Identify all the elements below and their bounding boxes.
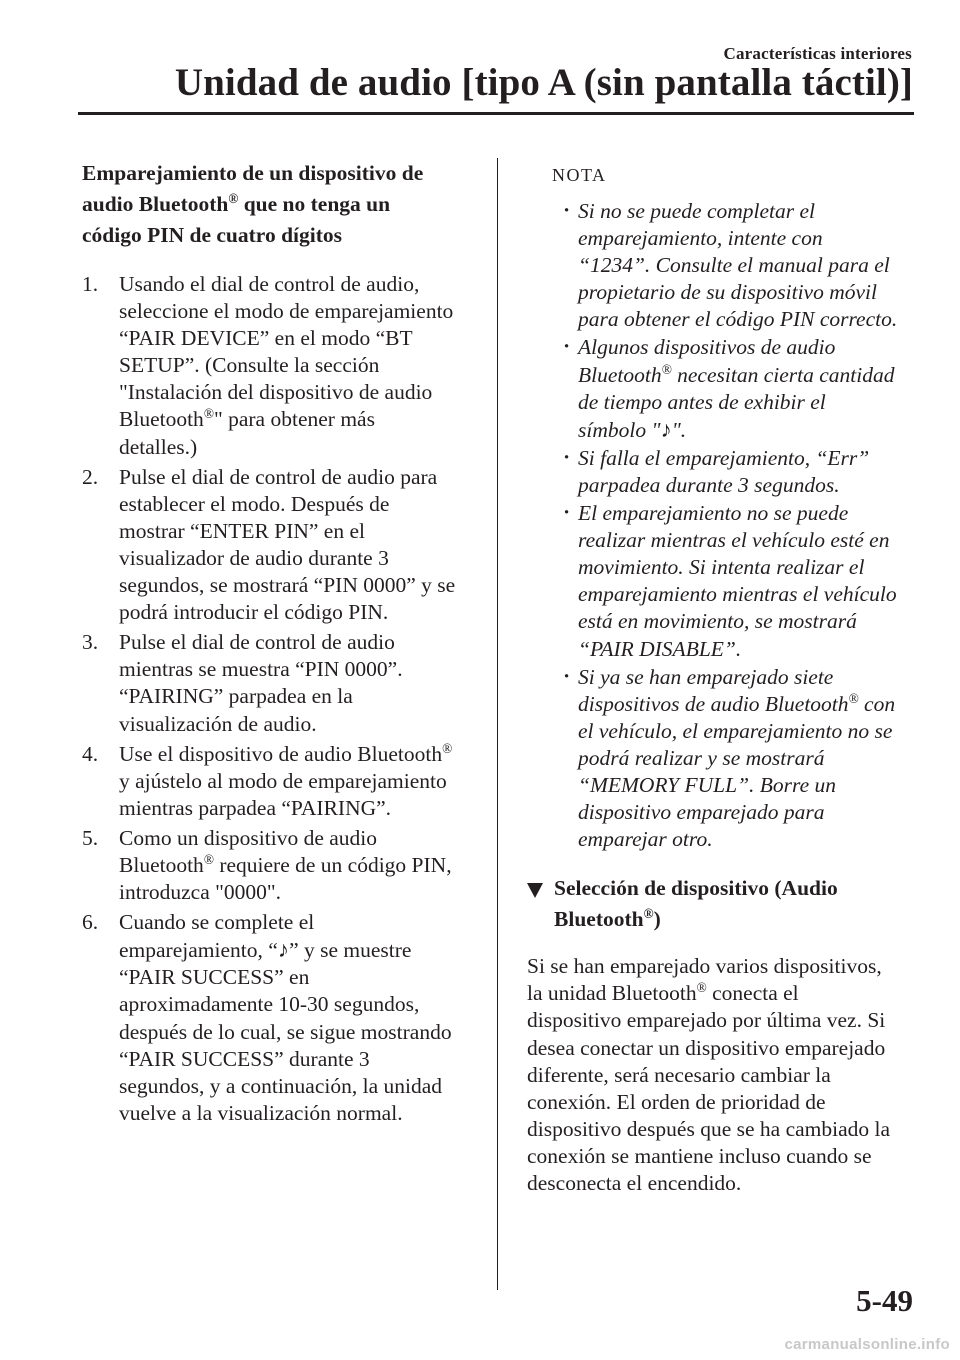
- step-item: [82, 741, 482, 822]
- header-rule: [78, 112, 914, 115]
- step-text-line: establecer el modo. Después de: [119, 491, 390, 516]
- device-selection-heading: [527, 873, 917, 935]
- column-divider: [497, 158, 498, 1290]
- paragraph-line: desconecta el encendido.: [527, 1171, 742, 1195]
- step-text-line: segundos, se mostrará “PIN 0000” y se: [119, 573, 456, 598]
- step-text-line: visualizador de audio durante 3: [119, 545, 389, 570]
- note-text-line: Si no se puede completar el: [578, 199, 816, 223]
- step-text-line: mientras parpadea “PAIRING”.: [119, 795, 392, 820]
- registered-mark: ®: [661, 361, 672, 377]
- step-text-line: visualización de audio.: [119, 711, 317, 736]
- music-note-icon: ♪: [660, 416, 672, 442]
- paragraph-line: Si se han emparejado varios dispositivos,: [527, 954, 882, 979]
- paragraph-line: diferente, será necesario cambiar la: [527, 1062, 831, 1087]
- step-number: 2.: [82, 464, 99, 489]
- bullet-icon: ·: [563, 334, 571, 359]
- paragraph-line: conexión. El orden de prioridad de: [527, 1089, 826, 1114]
- registered-mark: ®: [203, 406, 214, 422]
- note-label: NOTA: [552, 165, 607, 185]
- registered-mark: ®: [442, 740, 453, 756]
- paragraph-line: la unidad Bluetooth® conecta el: [527, 980, 799, 1006]
- registered-mark: ®: [643, 906, 654, 921]
- heading-line: Bluetooth®): [554, 906, 661, 932]
- note-text-line: “PAIR DISABLE”.: [578, 636, 742, 661]
- step-text-line: “PAIR SUCCESS” en: [119, 965, 310, 990]
- step-text-line: Usando el dial de control de audio,: [119, 272, 420, 296]
- note-text-line: dispositivos de audio Bluetooth® con: [578, 690, 896, 716]
- note-text-line: símbolo "♪".: [578, 416, 687, 442]
- heading-line: Selección de dispositivo (Audio: [554, 876, 838, 901]
- step-number: 3.: [82, 630, 99, 655]
- note-item: [527, 445, 917, 499]
- note-text-line: emparejamiento mientras el vehículo: [578, 582, 897, 607]
- step-item: [82, 464, 482, 627]
- note-text-line: emparejar otro.: [578, 827, 713, 852]
- note-text-line: Bluetooth® necesitan cierta cantidad: [578, 361, 895, 387]
- note-text-line: realizar mientras el vehículo esté en: [578, 528, 890, 553]
- note-text-line: Algunos dispositivos de audio: [578, 335, 836, 360]
- note-text-line: emparejamiento, intente con: [578, 226, 823, 251]
- note-text-line: de tiempo antes de exhibir el: [578, 389, 826, 414]
- step-text-line: y ajústelo al modo de emparejamiento: [119, 768, 447, 793]
- step-text-line: Cuando se complete el: [119, 910, 315, 935]
- note-text-line: movimiento. Si intenta realizar el: [578, 555, 865, 580]
- step-text-line: emparejamiento, “♪” y se muestre: [119, 937, 412, 963]
- left-column: [82, 158, 482, 1130]
- registered-mark: ®: [696, 980, 707, 996]
- step-text-line: aproximadamente 10-30 segundos,: [119, 992, 420, 1017]
- step-number: 1.: [82, 272, 99, 296]
- note-text-line: está en movimiento, se mostrará: [578, 609, 857, 634]
- note-text-line: propietario de su dispositivo móvil: [578, 280, 877, 305]
- note-item: [527, 334, 917, 443]
- note-text-line: Si ya se han emparejado siete: [578, 664, 834, 689]
- step-text-line: introduzca "0000".: [119, 880, 282, 905]
- step-text-line: vuelve a la visualización normal.: [119, 1100, 403, 1125]
- registered-mark: ®: [203, 851, 214, 867]
- note-item: [527, 198, 917, 333]
- device-selection-paragraph: [527, 953, 917, 1197]
- pairing-heading: [82, 158, 482, 251]
- step-text-line: “PAIR DEVICE” en el modo “BT: [119, 326, 413, 351]
- step-item: [82, 825, 482, 906]
- step-text-line: detalles.): [119, 434, 198, 459]
- note-text-line: el vehículo, el emparejamiento no se: [578, 718, 893, 743]
- step-text-line: Bluetooth®" para obtener más: [119, 406, 375, 432]
- step-text-line: “PAIRING” parpadea en la: [119, 684, 353, 709]
- note-list: [527, 198, 917, 853]
- step-text-line: Pulse el dial de control de audio para: [119, 464, 438, 489]
- step-text-line: Como un dispositivo de audio: [119, 825, 377, 850]
- paragraph-line: conexión se mantiene incluso cuando se: [527, 1143, 872, 1168]
- note-text-line: “1234”. Consulte el manual para el: [578, 253, 890, 278]
- paragraph-line: dispositivo después que se ha cambiado la: [527, 1116, 891, 1141]
- step-item: [82, 909, 482, 1127]
- pairing-steps: [82, 271, 482, 1127]
- note-item: [527, 500, 917, 663]
- bullet-icon: ·: [563, 444, 571, 469]
- step-number: 5.: [82, 825, 99, 850]
- step-text-line: “PAIR SUCCESS” durante 3: [119, 1046, 370, 1071]
- note-item: [527, 664, 917, 854]
- step-item: [82, 271, 482, 461]
- heading-line: código PIN de cuatro dígitos: [82, 223, 342, 247]
- step-item: [82, 629, 482, 737]
- step-text-line: Bluetooth® requiere de un código PIN,: [119, 851, 452, 877]
- registered-mark: ®: [228, 190, 239, 206]
- note-text-line: “MEMORY FULL”. Borre un: [578, 772, 837, 797]
- chapter-kicker: Características interiores: [723, 44, 912, 63]
- triangle-marker-icon: [527, 883, 543, 898]
- step-text-line: segundos, y a continuación, la unidad: [119, 1073, 443, 1098]
- step-text-line: podrá introducir el código PIN.: [119, 600, 389, 625]
- step-text-line: Pulse el dial de control de audio: [119, 630, 395, 655]
- heading-line: Emparejamiento de un dispositivo de: [82, 161, 424, 185]
- note-text-line: parpadea durante 3 segundos.: [578, 472, 840, 497]
- step-number: 6.: [82, 910, 99, 935]
- page-number: 5-49: [856, 1283, 913, 1318]
- registered-mark: ®: [848, 690, 859, 706]
- paragraph-line: dispositivo emparejado por última vez. Si: [527, 1008, 886, 1033]
- step-text-line: SETUP”. (Consulte la sección: [119, 353, 380, 378]
- page-header: [0, 0, 960, 120]
- paragraph-line: desea conectar un dispositivo emparejado: [527, 1035, 886, 1060]
- step-text-line: seleccione el modo de emparejamiento: [119, 299, 454, 324]
- bullet-icon: ·: [563, 198, 571, 222]
- note-text-line: dispositivo emparejado para: [578, 800, 825, 825]
- watermark: carmanualsonline.info: [784, 1336, 950, 1353]
- note-text-line: podrá realizar y se mostrará: [578, 745, 825, 770]
- step-text-line: "Instalación del dispositivo de audio: [119, 380, 433, 405]
- bullet-icon: ·: [563, 500, 571, 525]
- step-number: 4.: [82, 741, 99, 766]
- music-note-icon: ♪: [277, 937, 290, 963]
- heading-line: audio Bluetooth® que no tenga un: [82, 190, 391, 216]
- step-text-line: mientras se muestra “PIN 0000”.: [119, 657, 403, 682]
- right-column: [527, 158, 917, 1197]
- section-title: Unidad de audio [tipo A (sin pantalla táctil)]: [174, 61, 913, 104]
- note-text-line: El emparejamiento no se puede: [578, 501, 849, 526]
- bullet-icon: ·: [563, 663, 571, 688]
- note-text-line: Si falla el emparejamiento, “Err”: [578, 445, 870, 470]
- step-text-line: mostrar “ENTER PIN” en el: [119, 518, 365, 543]
- step-text-line: después de lo cual, se sigue mostrando: [119, 1019, 452, 1044]
- note-text-line: para obtener el código PIN correcto.: [578, 307, 898, 332]
- step-text-line: Use el dispositivo de audio Bluetooth®: [119, 740, 453, 766]
